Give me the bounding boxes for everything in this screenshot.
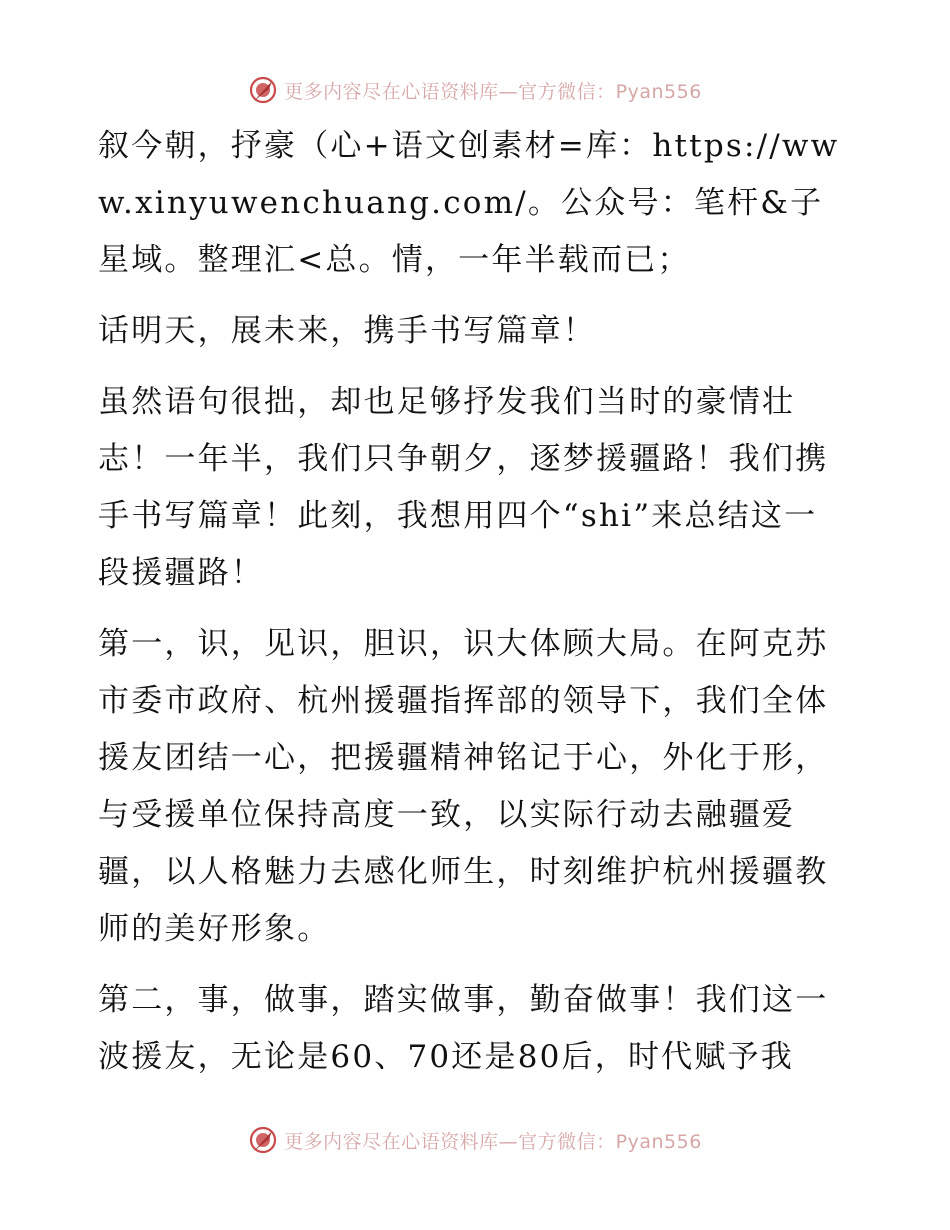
watermark-text: 更多内容尽在心语资料库—官方微信：Pyan556 [284, 80, 702, 103]
paragraph: 叙今朝，抒豪（心+语文创素材=库：https://www.xinyuwenchuang.com/。公众号：笔杆&子星域。整理汇<总。情，一年半载而已； [98, 128, 840, 278]
quill-logo-icon [248, 1125, 278, 1155]
document-body [98, 118, 850, 1100]
paragraph: 第一，识，见识，胆识，识大体顾大局。在阿克苏市委市政府、杭州援疆指挥部的领导下，我们全体援友团结一心，把援疆精神铭记于心，外化于形，与受援单位保持高度一致，以实际行动去融疆爱疆，以人格魅力去感化师生，时刻维护杭州援疆教师的美好形象。 [98, 626, 829, 947]
paragraph: 话明天，展未来，携手书写篇章！ [98, 313, 596, 349]
quill-logo-icon [248, 75, 278, 105]
header-watermark-banner [0, 70, 950, 110]
footer-watermark-banner [0, 1120, 950, 1160]
watermark-text: 更多内容尽在心语资料库—官方微信：Pyan556 [284, 1130, 702, 1153]
paragraph: 第二，事，做事，踏实做事，勤奋做事！我们这一波援友，无论是60、70还是80后，时代赋予我 [98, 982, 829, 1075]
paragraph: 虽然语句很拙，却也足够抒发我们当时的豪情壮志！一年半，我们只争朝夕，逐梦援疆路！我们携手书写篇章！此刻，我想用四个“shi”来总结这一段援疆路！ [98, 384, 829, 591]
